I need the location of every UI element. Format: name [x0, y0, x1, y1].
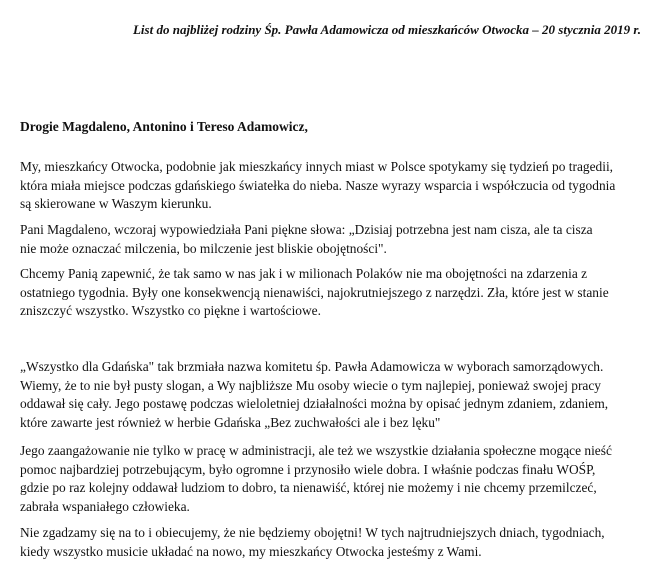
paragraph-line: Nie zgadzamy się na to i obiecujemy, że nie będziemy obojętni! W tych najtrudniejszych dniach, tygodniach,: [20, 525, 605, 540]
paragraph-line: które zawarte jest również w herbie Gdańska „Bez zuchwałości ale i bez lęku": [20, 414, 441, 430]
paragraph-line: nie może oznaczać milczenia, bo milczenie jest bliskie obojętności".: [20, 240, 387, 256]
paragraph-line: pomoc najbardziej potrzebującym, było ogromne i przynosiło wiele dobra. I właśnie podczas finału WOŚP,: [20, 461, 596, 477]
paragraph-line: oddawał się cały. Jego postawę podczas wieloletniej działalności można by opisać jednym zdaniem, zdaniem,: [20, 396, 609, 412]
paragraph-line: kiedy wszystko musicie układać na nowo, my mieszkańcy Otwocka jesteśmy z Wami.: [20, 543, 482, 559]
paragraph-line: która miała miejsce podczas gdańskiego światełka do nieba. Nasze wyrazy wsparcia i współczucia od tygodnia: [20, 177, 616, 193]
paragraph-line: Jego zaangażowanie nie tylko w pracę w administracji, ale też we wszystkie działania społeczne mogące nieść: [20, 443, 612, 458]
paragraph-line: Pani Magdaleno, wczoraj wypowiedziała Pani piękne słowa: „Dzisiaj potrzebna jest nam cisza, ale ta cisza: [20, 222, 593, 237]
paragraph-line: są skierowane w Waszym kierunku.: [20, 196, 212, 212]
paragraph-line: ostatniego tygodnia. Były one konsekwencją nienawiści, najokrutniejszego z narzędzi. Zła, które jest w stanie: [20, 284, 609, 300]
paragraph-line: gdzie po raz kolejny oddawał ludziom to dobro, ta nienawiść, której nie możemy i nie chcemy przemilczeć,: [20, 480, 597, 496]
paragraph-4: [20, 358, 650, 432]
paragraph-3: [20, 265, 650, 321]
paragraph-line: My, mieszkańcy Otwocka, podobnie jak mieszkańcy innych miast w Polsce spotykamy się tydzień po tragedii,: [20, 159, 614, 174]
paragraph-6: [20, 524, 650, 561]
paragraph-2: [20, 221, 650, 258]
paragraph-line: Wiemy, że to nie był pusty slogan, a Wy najbliższe Mu osoby wiecie o tym najlepiej, ponieważ swojej pracy: [20, 377, 601, 393]
paragraph-5: [20, 442, 650, 516]
paragraph-line: zabrała wspaniałego człowieka.: [20, 498, 190, 514]
paragraph-line: „Wszystko dla Gdańska" tak brzmiała nazwa komitetu śp. Pawła Adamowicza w wyborach samorządowych.: [20, 359, 604, 374]
paragraph-line: Chcemy Panią zapewnić, że tak samo w nas jak i w milionach Polaków nie ma obojętności na zdarzenia z: [20, 266, 588, 281]
letter-header: List do najbliżej rodziny Śp. Pawła Adamowicza od mieszkańców Otwocka – 20 stycznia 2019 r.: [132, 22, 641, 37]
letter-salutation: Drogie Magdaleno, Antonino i Tereso Adamowicz,: [20, 119, 308, 134]
paragraph-1: [20, 158, 650, 214]
paragraph-line: zniszczyć wszystko. Wszystko co piękne i wartościowe.: [20, 303, 321, 319]
